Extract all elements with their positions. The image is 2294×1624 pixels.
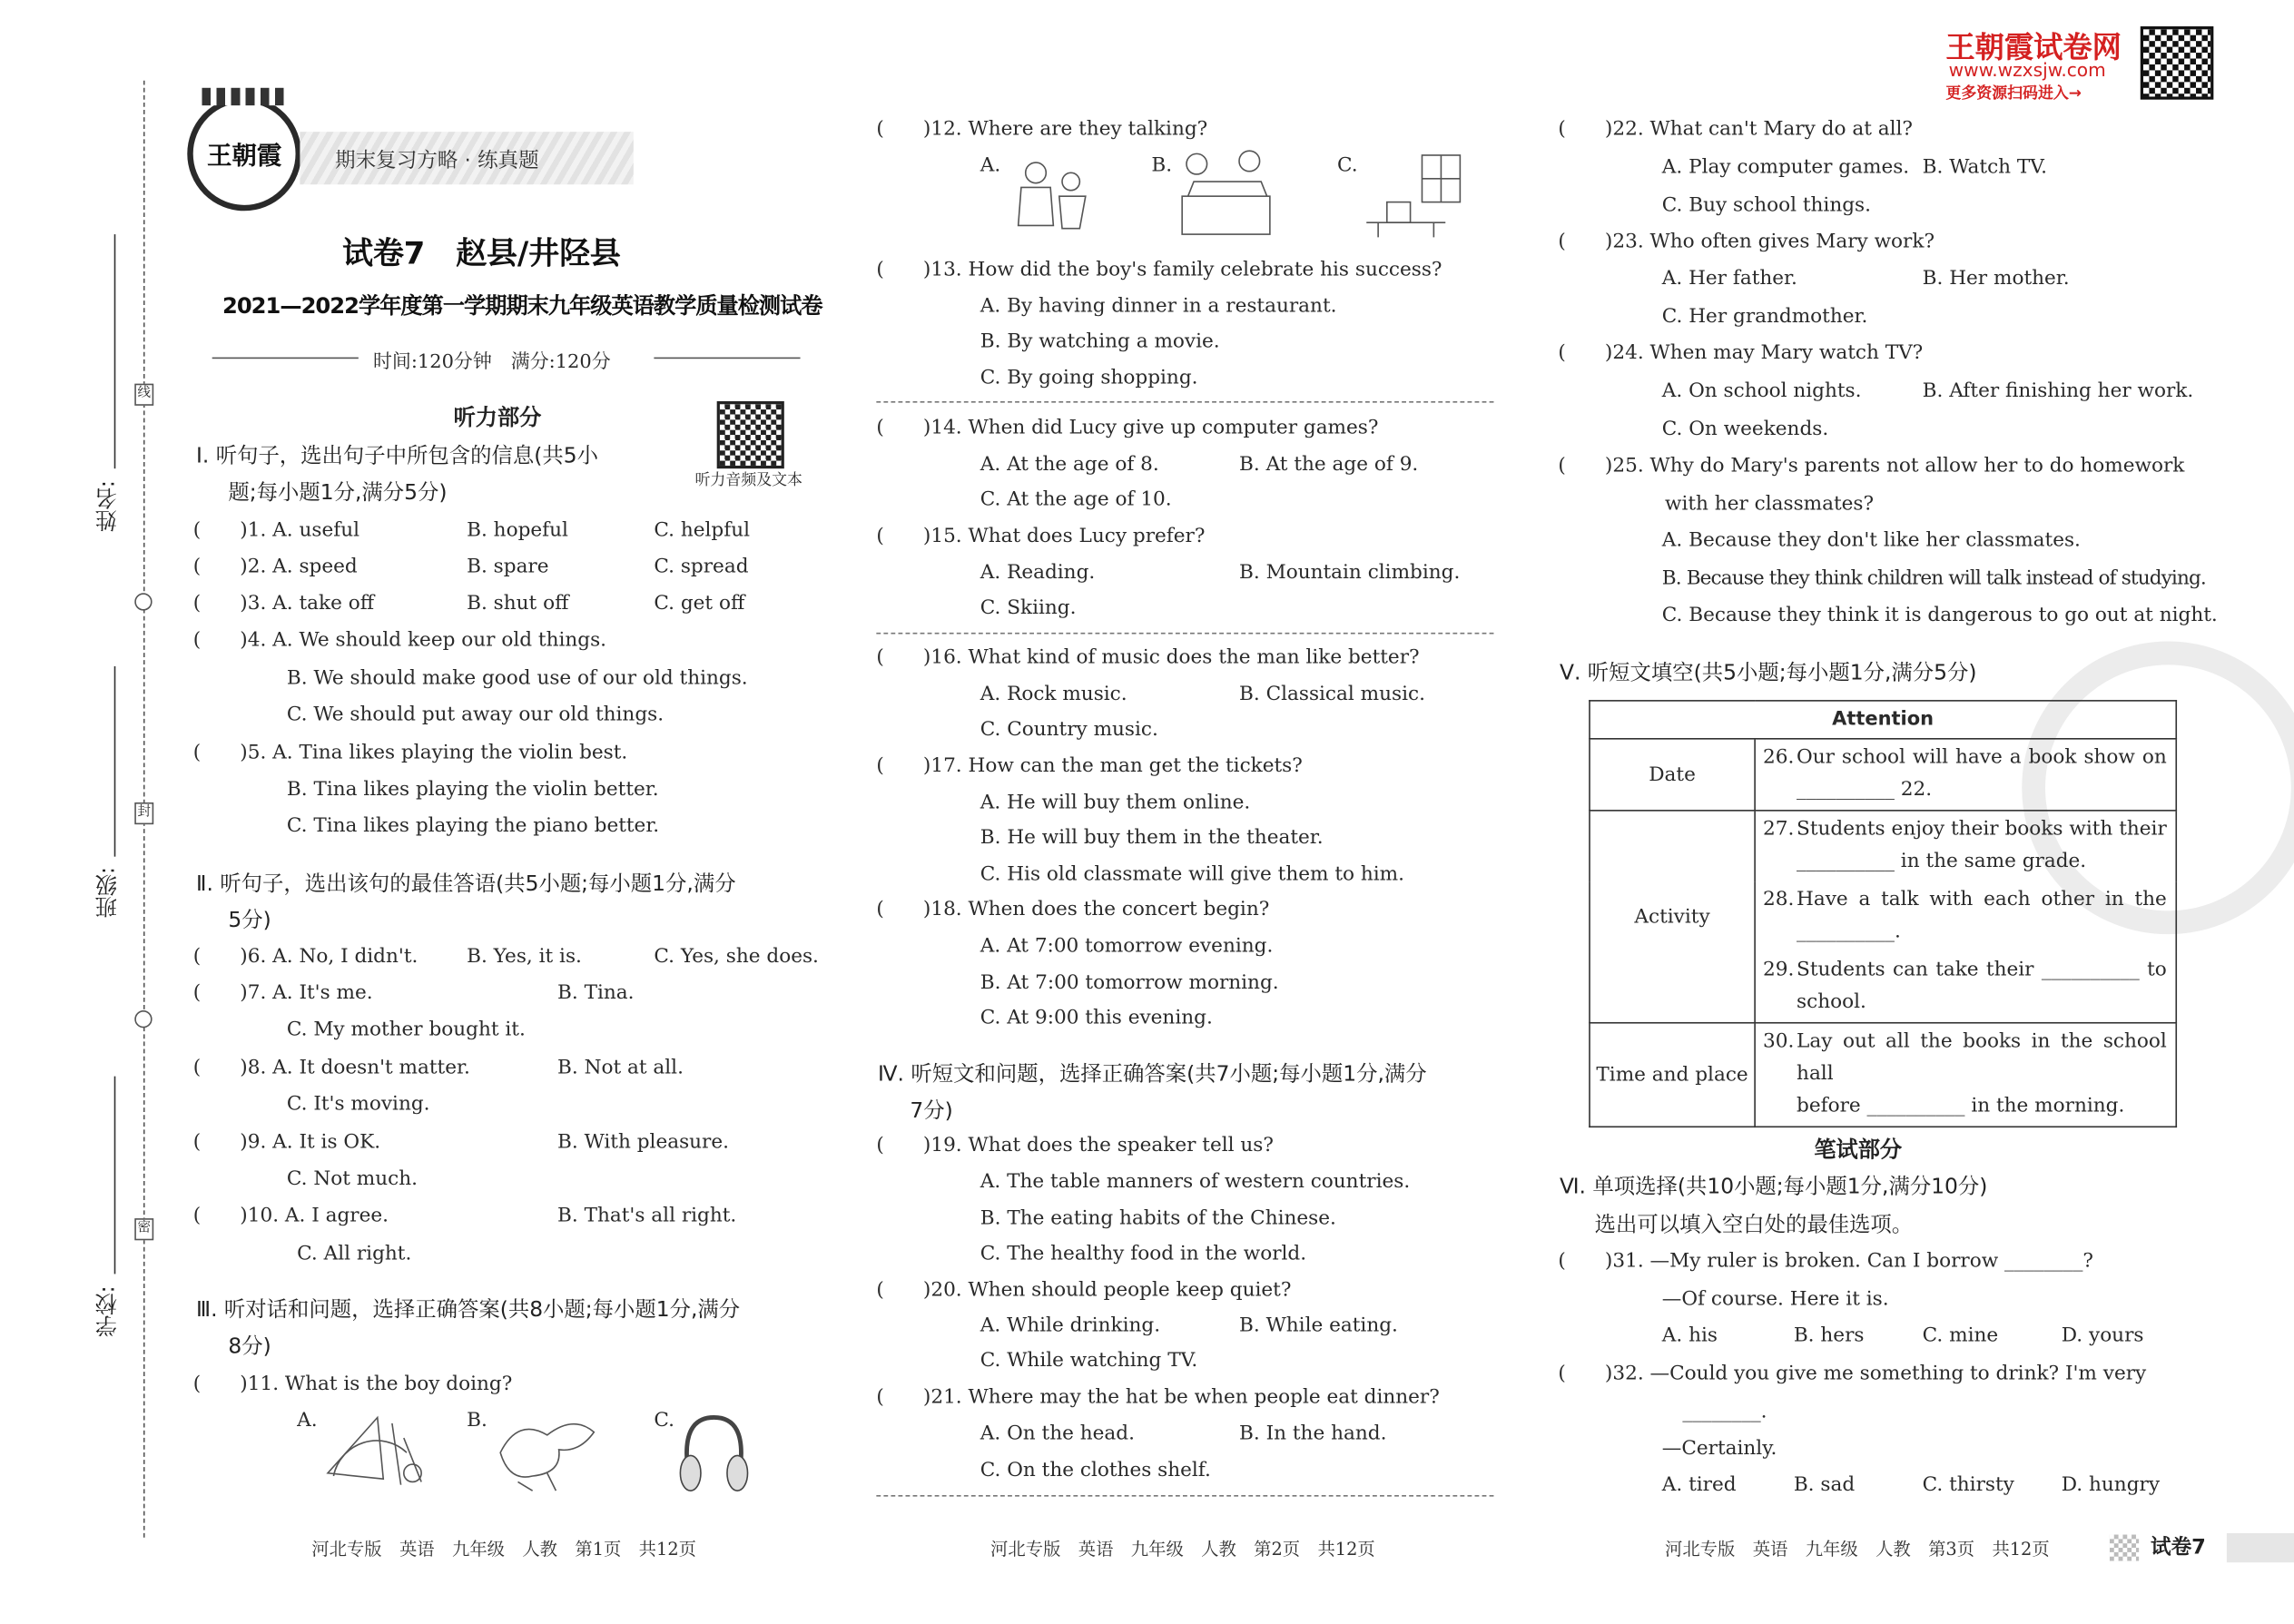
q6-option-c[interactable]: C. Yes, she does. <box>654 946 819 969</box>
q12-option-b[interactable]: B. <box>1151 154 1173 178</box>
section-2-title: 5分) <box>228 909 271 933</box>
q31-option-a[interactable]: A. his <box>1661 1324 1718 1348</box>
q9-option-c[interactable]: C. Not much. <box>286 1168 418 1191</box>
question-7[interactable]: ( )7. A. It's me. <box>192 982 373 1005</box>
q31-reply: —Of course. Here it is. <box>1661 1288 1889 1311</box>
qr-code-audio[interactable] <box>717 401 784 468</box>
q32-reply: —Certainly. <box>1661 1438 1777 1461</box>
question-5[interactable]: ( )5. A. Tina likes playing the violin best. <box>192 742 628 765</box>
blank-26[interactable]: 26. Our school will have a book show on __________ 22. <box>1755 739 2176 811</box>
q3-option-c[interactable]: C. get off <box>654 593 745 615</box>
question-14[interactable]: ( )14. When did Lucy give up computer games? <box>876 417 1379 439</box>
question-11[interactable]: ( )11. What is the boy doing? <box>192 1373 513 1396</box>
q32-option-a[interactable]: A. tired <box>1661 1474 1737 1497</box>
q22-option-a[interactable]: A. Play computer games. <box>1661 156 1910 179</box>
brand-qr-code[interactable] <box>2141 26 2214 100</box>
q4-option-b[interactable]: B. We should make good use of our old things. <box>286 667 748 690</box>
binding-dot-icon <box>134 1010 152 1028</box>
brand-name[interactable]: 王朝霞试卷网 <box>1945 29 2122 64</box>
q18-option-c[interactable]: C. At 9:00 this evening. <box>980 1007 1213 1030</box>
question-4[interactable]: ( )4. A. We should keep our old things. <box>192 629 607 652</box>
q3-option-b[interactable]: B. shut off <box>467 593 569 615</box>
exam-subtitle: 2021—2022学年度第一学期期末九年级英语教学质量检测试卷 <box>222 292 822 320</box>
q15-option-c[interactable]: C. Skiing. <box>980 597 1077 620</box>
q21-option-b[interactable]: B. In the hand. <box>1239 1422 1387 1446</box>
section-6-note: 选出可以填入空白处的最佳选项。 <box>1594 1214 1914 1238</box>
q1-option-c[interactable]: C. helpful <box>654 519 751 542</box>
q32-option-b[interactable]: B. sad <box>1793 1474 1856 1497</box>
q31-option-b[interactable]: B. hers <box>1793 1324 1865 1348</box>
binding-seal-1: 线 <box>134 384 153 406</box>
dragon-drawing-icon <box>488 1409 605 1494</box>
q16-option-a[interactable]: A. Rock music. <box>980 684 1127 706</box>
q17-option-a[interactable]: A. He will buy them online. <box>980 792 1251 814</box>
section-6-title: Ⅵ. 单项选择(共10小题;每小题1分,满分10分) <box>1559 1176 1988 1200</box>
blank-30[interactable]: 30. Lay out all the books in the school hall before __________ in the morning. <box>1755 1023 2176 1127</box>
q10-option-b[interactable]: B. That's all right. <box>557 1205 737 1227</box>
q25-option-a[interactable]: A. Because they don't like her classmates. <box>1661 529 2081 553</box>
drawing-tools-icon <box>319 1409 436 1494</box>
row-key-activity: Activity <box>1590 811 1755 1023</box>
q17-option-c[interactable]: C. His old classmate will give them to him. <box>980 863 1404 886</box>
q12-option-c[interactable]: C. <box>1337 154 1358 178</box>
meta-rule-left <box>212 358 359 359</box>
question-13[interactable]: ( )13. How did the boy's family celebrate his success? <box>876 259 1442 281</box>
q16-option-b[interactable]: B. Classical music. <box>1239 684 1425 706</box>
q24-option-a[interactable]: A. On school nights. <box>1661 380 1862 403</box>
question-3[interactable]: ( )3. A. take off <box>192 593 375 615</box>
question-25[interactable]: ( )25. Why do Mary's parents not allow her to do homework <box>1558 455 2185 477</box>
brand-url[interactable]: www.wzxsjw.com <box>1948 58 2106 81</box>
q31-option-c[interactable]: C. mine <box>1922 1324 1999 1348</box>
section-4-title: 7分) <box>910 1099 953 1124</box>
q20-option-a[interactable]: A. While drinking. <box>980 1314 1161 1337</box>
q25-option-c[interactable]: C. Because they think it is dangerous to go out at night. <box>1661 605 2218 627</box>
qr-caption: 听力音频及文本 <box>694 471 802 489</box>
blank-29[interactable]: 29. Students can take their __________ to school. <box>1755 952 2176 1023</box>
q15-option-a[interactable]: A. Reading. <box>980 562 1096 585</box>
question-19[interactable]: ( )19. What does the speaker tell us? <box>876 1135 1274 1157</box>
q11-option-a[interactable]: A. <box>297 1410 318 1432</box>
q4-option-c[interactable]: C. We should put away our old things. <box>286 704 665 727</box>
q6-option-b[interactable]: B. Yes, it is. <box>467 946 582 969</box>
header-banner <box>300 132 633 184</box>
crown-icon <box>202 88 286 105</box>
q21-option-c[interactable]: C. On the clothes shelf. <box>980 1460 1211 1482</box>
q8-option-b[interactable]: B. Not at all. <box>557 1057 684 1079</box>
section-5-title: Ⅴ. 听短文填空(共5小题;每小题1分,满分5分) <box>1559 662 1977 685</box>
q18-option-a[interactable]: A. At 7:00 tomorrow evening. <box>980 935 1274 958</box>
table-title: Attention <box>1590 701 2176 739</box>
footer-pattern-icon <box>2110 1535 2139 1561</box>
page-footer-1: 河北专版 英语 九年级 人教 第1页 共12页 <box>311 1539 696 1560</box>
q32-option-d[interactable]: D. hungry <box>2061 1474 2161 1497</box>
q19-option-a[interactable]: A. The table manners of western countries. <box>980 1171 1411 1194</box>
q1-option-b[interactable]: B. hopeful <box>467 519 568 542</box>
q20-option-c[interactable]: C. While watching TV. <box>980 1350 1198 1373</box>
class-field[interactable] <box>114 666 116 857</box>
q14-option-a[interactable]: A. At the age of 8. <box>980 454 1159 477</box>
row-key-date: Date <box>1590 739 1755 811</box>
q21-option-a[interactable]: A. On the head. <box>980 1422 1135 1446</box>
question-9[interactable]: ( )9. A. It is OK. <box>192 1131 381 1155</box>
q11-option-c[interactable]: C. <box>654 1410 674 1432</box>
question-18[interactable]: ( )18. When does the concert begin? <box>876 899 1270 921</box>
q22-option-c[interactable]: C. Buy school things. <box>1661 194 1871 217</box>
attention-table <box>1589 700 2177 1127</box>
q23-option-a[interactable]: A. Her father. <box>1661 268 1797 290</box>
question-6[interactable]: ( )6. A. No, I didn't. <box>192 946 418 969</box>
q2-option-b[interactable]: B. spare <box>467 556 549 579</box>
school-label: 学校: <box>94 1285 121 1337</box>
q24-option-b[interactable]: B. After finishing her work. <box>1922 380 2194 403</box>
office-room-icon <box>1358 150 1466 243</box>
question-10[interactable]: ( )10. A. I agree. <box>192 1205 389 1227</box>
blank-28[interactable]: 28. Have a talk with each other in the __________. <box>1755 881 2176 951</box>
q15-option-b[interactable]: B. Mountain climbing. <box>1239 562 1461 585</box>
divider <box>876 1495 1493 1497</box>
q20-option-b[interactable]: B. While eating. <box>1239 1314 1398 1337</box>
q17-option-b[interactable]: B. He will buy them in the theater. <box>980 827 1324 850</box>
q5-option-c[interactable]: C. Tina likes playing the piano better. <box>286 815 660 838</box>
exam-meta: 时间:120分钟 满分:120分 <box>372 351 611 374</box>
q23-option-c[interactable]: C. Her grandmother. <box>1661 306 1868 329</box>
logo-text: 王朝霞 <box>207 142 282 172</box>
section-1-title: Ⅰ. 听句子，选出句子中所包含的信息(共5小 <box>195 445 598 469</box>
q13-option-b[interactable]: B. By watching a movie. <box>980 330 1220 353</box>
q8-option-c[interactable]: C. It's moving. <box>286 1093 430 1117</box>
brand-cta[interactable]: 更多资源扫码进入→ <box>1945 84 2082 103</box>
section-1-title: 题;每小题1分,满分5分) <box>228 481 448 506</box>
q23-option-b[interactable]: B. Her mother. <box>1922 268 2070 290</box>
name-label: 姓名: <box>94 480 121 532</box>
writing-part-title: 笔试部分 <box>1814 1136 1903 1163</box>
listening-part-title: 听力部分 <box>453 404 542 431</box>
q7-option-b[interactable]: B. Tina. <box>557 982 635 1005</box>
section-3-title: 8分) <box>228 1335 271 1359</box>
q14-option-b[interactable]: B. At the age of 9. <box>1239 454 1419 477</box>
q25-option-b[interactable]: B. Because they think children will talk instead of studying. <box>1661 567 2206 591</box>
q32-option-c[interactable]: C. thirsty <box>1922 1474 2014 1497</box>
question-21[interactable]: ( )21. Where may the hat be when people eat dinner? <box>876 1386 1440 1409</box>
question-25-cont: with her classmates? <box>1665 493 1875 516</box>
exam-title: 试卷7 赵县/井陉县 <box>342 235 621 271</box>
section-4-title: Ⅳ. 听短文和问题，选择正确答案(共7小题;每小题1分,满分 <box>877 1063 1427 1087</box>
q13-option-c[interactable]: C. By going shopping. <box>980 367 1198 390</box>
q24-option-c[interactable]: C. On weekends. <box>1661 418 1829 441</box>
q14-option-c[interactable]: C. At the age of 10. <box>980 488 1172 511</box>
q31-option-d[interactable]: D. yours <box>2061 1324 2144 1348</box>
class-label: 班级: <box>94 866 121 919</box>
q5-option-b[interactable]: B. Tina likes playing the violin better. <box>286 779 659 802</box>
q9-option-b[interactable]: B. With pleasure. <box>557 1131 730 1155</box>
clothes-shop-icon <box>1004 153 1095 246</box>
q16-option-c[interactable]: C. Country music. <box>980 719 1158 742</box>
q11-option-b[interactable]: B. <box>467 1410 487 1432</box>
q10-option-c[interactable]: C. All right. <box>297 1243 412 1265</box>
section-2-title: Ⅱ. 听句子，选出该句的最佳答语(共5小题;每小题1分,满分 <box>195 872 736 897</box>
q12-option-a[interactable]: A. <box>980 154 1001 178</box>
page-footer-2: 河北专版 英语 九年级 人教 第2页 共12页 <box>990 1539 1375 1560</box>
q32-blank[interactable]: ________. <box>1682 1401 1767 1423</box>
q7-option-c[interactable]: C. My mother bought it. <box>286 1019 526 1041</box>
divider <box>876 633 1493 635</box>
q19-option-c[interactable]: C. The healthy food in the world. <box>980 1243 1307 1265</box>
market-stall-icon <box>1174 146 1279 242</box>
headphones-icon <box>673 1409 754 1500</box>
footer-tab-bg <box>2227 1533 2294 1562</box>
question-8[interactable]: ( )8. A. It doesn't matter. <box>192 1057 470 1079</box>
q22-option-b[interactable]: B. Watch TV. <box>1922 156 2047 179</box>
name-field[interactable] <box>114 234 116 468</box>
question-24[interactable]: ( )24. When may Mary watch TV? <box>1558 342 1924 365</box>
q18-option-b[interactable]: B. At 7:00 tomorrow morning. <box>980 972 1279 995</box>
row-key-time-place: Time and place <box>1590 1023 1755 1127</box>
q13-option-a[interactable]: A. By having dinner in a restaurant. <box>980 295 1337 319</box>
q19-option-b[interactable]: B. The eating habits of the Chinese. <box>980 1207 1336 1231</box>
question-20[interactable]: ( )20. When should people keep quiet? <box>876 1279 1292 1303</box>
binding-seal-3: 密 <box>134 1218 153 1240</box>
school-field[interactable] <box>114 1077 116 1275</box>
question-15[interactable]: ( )15. What does Lucy prefer? <box>876 526 1206 548</box>
question-22[interactable]: ( )22. What can't Mary do at all? <box>1558 118 1913 141</box>
question-12[interactable]: ( )12. Where are they talking? <box>876 118 1208 141</box>
meta-rule-right <box>654 358 800 359</box>
footer-exam-tag: 试卷7 <box>2151 1536 2206 1560</box>
section-3-title: Ⅲ. 听对话和问题，选择正确答案(共8小题;每小题1分,满分 <box>195 1298 741 1323</box>
question-17[interactable]: ( )17. How can the man get the tickets? <box>876 755 1303 778</box>
question-31[interactable]: ( )31. —My ruler is broken. Can I borrow ________? <box>1558 1250 2093 1273</box>
publisher-logo <box>187 96 301 211</box>
banner-text: 期末复习方略 · 练真题 <box>335 149 539 173</box>
question-2[interactable]: ( )2. A. speed <box>192 556 358 579</box>
question-32[interactable]: ( )32. —Could you give me something to drink? I'm very <box>1558 1363 2147 1385</box>
question-16[interactable]: ( )16. What kind of music does the man like better? <box>876 646 1420 670</box>
question-1[interactable]: ( )1. A. useful <box>192 519 360 542</box>
blank-27[interactable]: 27. Students enjoy their books with their __________ in the same grade. <box>1755 811 2176 881</box>
binding-dot-icon <box>134 593 152 610</box>
binding-seal-2: 封 <box>134 802 153 824</box>
q2-option-c[interactable]: C. spread <box>654 556 749 579</box>
question-23[interactable]: ( )23. Who often gives Mary work? <box>1558 231 1935 254</box>
page-footer-3: 河北专版 英语 九年级 人教 第3页 共12页 <box>1665 1539 2050 1560</box>
divider <box>876 401 1493 403</box>
